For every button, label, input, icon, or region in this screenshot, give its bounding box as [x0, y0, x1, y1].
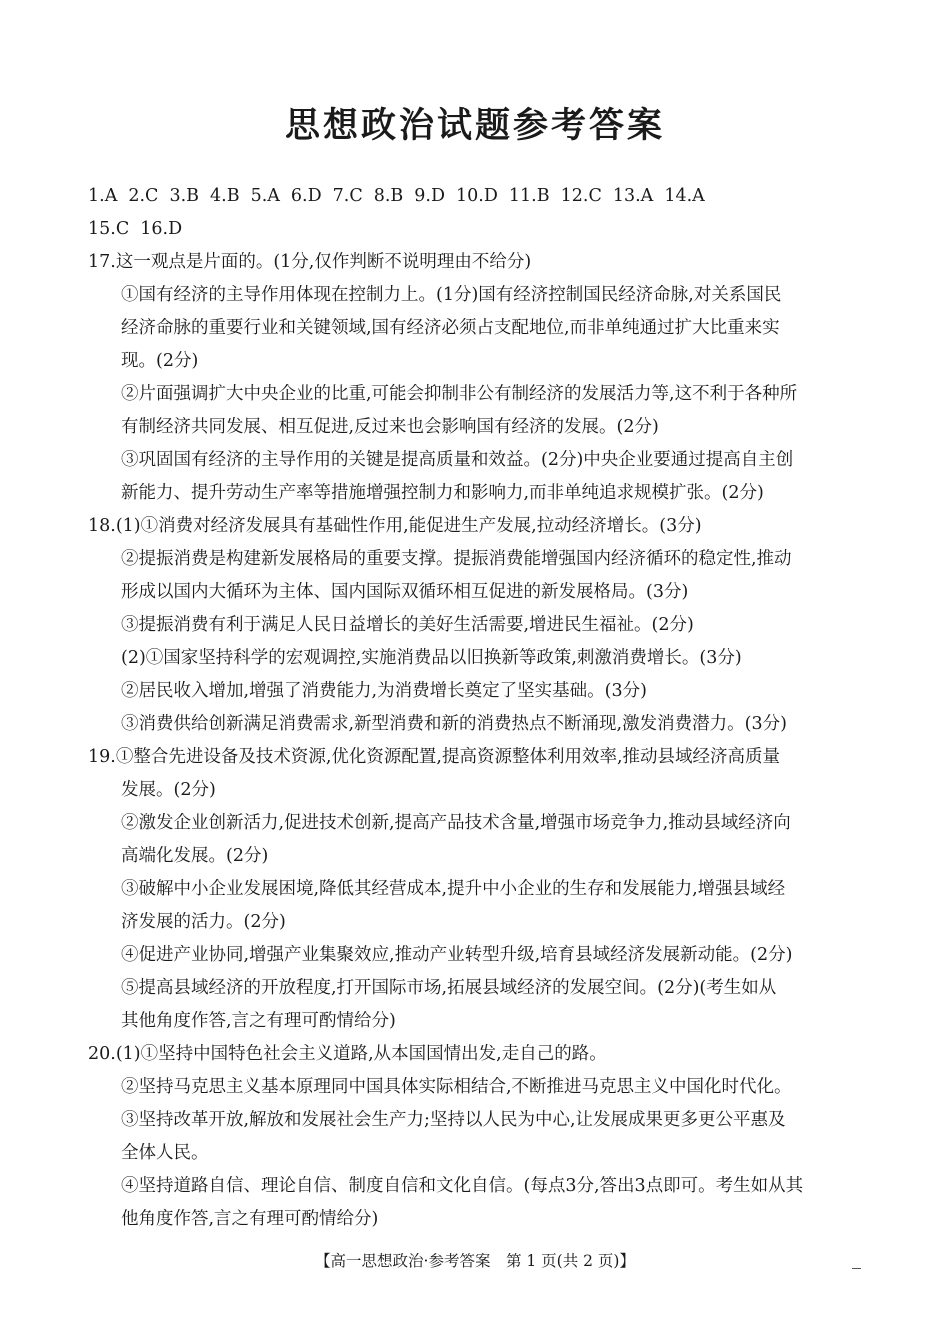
answer-line: 全体人民。 [121, 1143, 209, 1163]
answer-line: 形成以国内大循环为主体、国内国际双循环相互促进的新发展格局。(3分) [121, 582, 689, 602]
answer-line: 18.(1)①消费对经济发展具有基础性作用,能促进生产发展,拉动经济增长。(3分) [88, 516, 702, 536]
mcq-answer: 9.D [414, 186, 446, 206]
answer-line: ⑤提高县域经济的开放程度,打开国际市场,拓展县域经济的发展空间。(2分)(考生如从 [121, 978, 777, 998]
answer-line: ②居民收入增加,增强了消费能力,为消费增长奠定了坚实基础。(3分) [121, 681, 647, 701]
answer-line: ③破解中小企业发展困境,降低其经营成本,提升中小企业的生存和发展能力,增强县域经 [121, 879, 786, 899]
answer-line: 高端化发展。(2分) [121, 846, 269, 866]
answer-line: 19.①整合先进设备及技术资源,优化资源配置,提高资源整体利用效率,推动县域经济高质量 [88, 747, 781, 767]
answer-line: ②片面强调扩大中央企业的比重,可能会抑制非公有制经济的发展活力等,这不利于各种所 [121, 384, 798, 404]
answer-line: ②坚持马克思主义基本原理同中国具体实际相结合,不断推进马克思主义中国化时代化。 [121, 1077, 792, 1097]
answer-line: ③消费供给创新满足消费需求,新型消费和新的消费热点不断涌现,激发消费潜力。(3分) [121, 714, 787, 734]
mcq-answers-row-2 [88, 213, 878, 246]
answer-line: 其他角度作答,言之有理可酌情给分) [121, 1011, 396, 1031]
answer-line: ④坚持道路自信、理论自信、制度自信和文化自信。(每点3分,答出3点即可。考生如从其 [121, 1176, 804, 1196]
mcq-answer: 14.A [664, 186, 705, 206]
page-footer: 【高一思想政治·参考答案 第 1 页(共 2 页)】 [315, 1252, 635, 1270]
answer-line: 发展。(2分) [121, 780, 216, 800]
mcq-answer: 16.D [140, 219, 183, 239]
answer-line: 他角度作答,言之有理可酌情给分) [121, 1209, 379, 1229]
mcq-answer: 11.B [508, 186, 550, 206]
mcq-answer: 15.C [88, 219, 130, 239]
mcq-answer: 4.B [210, 186, 240, 206]
mcq-answer: 3.B [169, 186, 199, 206]
mcq-answer: 2.C [128, 186, 159, 206]
answer-lines [88, 246, 878, 1236]
mcq-answers-row-1 [88, 180, 878, 213]
answer-line: 现。(2分) [121, 351, 199, 371]
mcq-answer: 10.D [456, 186, 498, 206]
answer-line: ③巩固国有经济的主导作用的关键是提高质量和效益。(2分)中央企业要通过提高自主创 [121, 450, 794, 470]
answer-line: (2)①国家坚持科学的宏观调控,实施消费品以旧换新等政策,刺激消费增长。(3分) [121, 648, 742, 668]
mcq-answer: 7.C [332, 186, 363, 206]
mcq-answer: 8.B [373, 186, 404, 206]
page-title: 思想政治试题参考答案 [284, 106, 665, 146]
answer-line: 有制经济共同发展、相互促进,反过来也会影响国有经济的发展。(2分) [121, 417, 659, 437]
corner-mark [852, 1268, 861, 1269]
mcq-answer: 13.A [612, 186, 654, 206]
answer-line: ③坚持改革开放,解放和发展社会生产力;坚持以人民为中心,让发展成果更多更公平惠及 [121, 1110, 786, 1130]
answer-line: ④促进产业协同,增强产业集聚效应,推动产业转型升级,培育县域经济发展新动能。(2分) [121, 945, 793, 965]
answer-line: 17.这一观点是片面的。(1分,仅作判断不说明理由不给分) [88, 252, 532, 272]
answer-line: ③提振消费有利于满足人民日益增长的美好生活需要,增进民生福祉。(2分) [121, 615, 694, 635]
answer-line: 新能力、提升劳动生产率等措施增强控制力和影响力,而非单纯追求规模扩张。(2分) [121, 483, 764, 503]
mcq-answer: 5.A [250, 186, 280, 206]
answer-line: ②激发企业创新活力,促进技术创新,提高产品技术含量,增强市场竞争力,推动县域经济向 [121, 813, 791, 833]
answer-line: 20.(1)①坚持中国特色社会主义道路,从本国国情出发,走自己的路。 [88, 1044, 607, 1064]
mcq-answer: 6.D [290, 186, 322, 206]
answer-line: ①国有经济的主导作用体现在控制力上。(1分)国有经济控制国民经济命脉,对关系国民 [121, 285, 782, 305]
answer-body [88, 180, 878, 1236]
answer-line: 经济命脉的重要行业和关键领域,国有经济必须占支配地位,而非单纯通过扩大比重来实 [121, 318, 780, 338]
answer-line: 济发展的活力。(2分) [121, 912, 286, 932]
mcq-answer: 1.A [88, 186, 118, 206]
mcq-answer: 12.C [560, 186, 602, 206]
answer-line: ②提振消费是构建新发展格局的重要支撑。提振消费能增强国内经济循环的稳定性,推动 [121, 549, 792, 569]
